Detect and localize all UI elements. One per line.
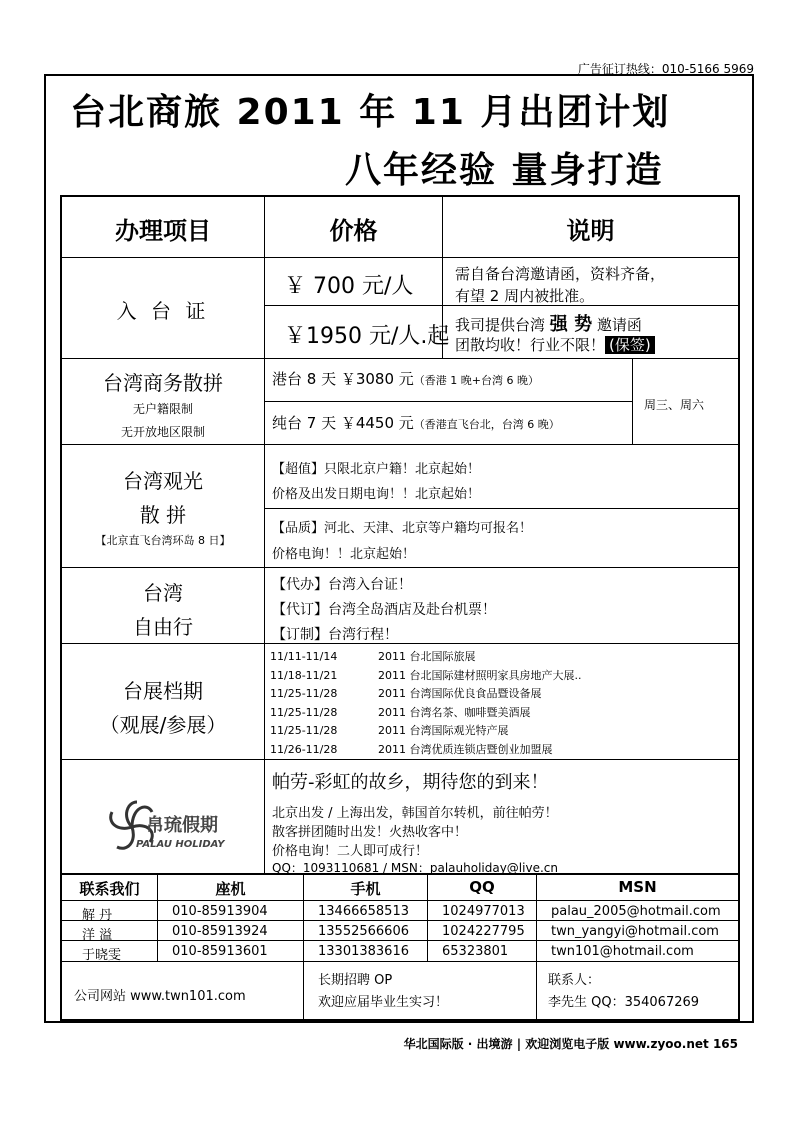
business-row-1 (272, 368, 539, 389)
expo-item (270, 741, 581, 760)
hiring-line-2: 欢迎应届毕业生实习！ (318, 995, 449, 1010)
permit-desc-1b: 有望 2 周内被批准。 (455, 287, 595, 305)
contact-header: 手机 (350, 880, 381, 898)
business-label: 台湾商务散拼 (103, 371, 223, 395)
contact-cell[interactable]: palau_2005@hotmail.com (551, 904, 721, 919)
expo-item-date: 11/25-11/28 (270, 724, 338, 737)
contact-cell: 010-85913904 (172, 904, 268, 919)
company-website: 公司网站 www.twn101.com (74, 989, 246, 1004)
sightseeing-label-2: 散 拼 (139, 503, 187, 527)
business-sub-2: 无开放地区限制 (120, 425, 205, 439)
expo-label-2: （观展/参展） (99, 713, 227, 737)
expo-item-name: 2011 台湾国际观光特产展 (378, 724, 509, 737)
contact-cell: 65323801 (442, 944, 509, 959)
free-line-3: 【订制】台湾行程！ (272, 627, 398, 643)
sightseeing-a2: 价格及出发日期电询！！北京起始！ (272, 487, 481, 502)
permit-desc-2 (455, 310, 642, 336)
contact-cell: 1024227795 (442, 924, 525, 939)
contact-header: MSN (618, 878, 657, 896)
free-label-1: 台湾 (143, 581, 183, 605)
business-row-2-price: 纯台 7 天 ￥4450 元 (272, 414, 414, 432)
business-row-1-price: 港台 8 天 ￥3080 元 (272, 370, 414, 388)
palau-logo (102, 797, 232, 859)
contact-cell: 洋 溢 (82, 928, 113, 943)
contact-cell: 010-85913924 (172, 924, 268, 939)
contact-table (60, 875, 740, 1021)
permit-desc-2-strong: 强 势 (549, 314, 593, 335)
contact-cell[interactable]: twn_yangyi@hotmail.com (551, 924, 719, 939)
page-footer: 华北国际版 · 出境游 | 欢迎浏览电子版 www.zyoo.net 165 (403, 1037, 738, 1051)
header-price: 价格 (329, 217, 378, 245)
expo-item-date: 11/18-11/21 (270, 668, 338, 682)
expo-item-date: 11/25-11/28 (270, 705, 338, 719)
contact-header: 座机 (215, 880, 246, 898)
sightseeing-b2: 价格电询！！北京起始！ (272, 547, 416, 562)
ad-hotline: 广告征订热线：010-5166 5969 (577, 62, 754, 76)
contact-header: 联系我们 (79, 880, 140, 898)
business-row-2 (272, 412, 560, 433)
palau-line-4: QQ：1093110681 / MSN：palauholiday@live.cn (272, 861, 558, 875)
permit-desc-2a: 我司提供台湾 (455, 316, 546, 334)
expo-item-name: 2011 台湾优质连锁店暨创业加盟展 (378, 742, 553, 756)
permit-desc-2c: 团散均收！行业不限！ (455, 336, 606, 354)
permit-price-1: ￥ 700 元/人 (284, 274, 414, 299)
expo-item-date: 11/25-11/28 (270, 687, 338, 700)
page-title: 台北商旅 2011 年 11 月出团计划 (70, 92, 671, 133)
permit-price-2: ￥1950 元/人.起 (284, 324, 450, 349)
business-row-2-note: （香港直飞台北，台湾 6 晚） (413, 418, 560, 431)
itinerary-table (60, 195, 740, 875)
expo-item-name: 2011 台湾国际优良食品暨设备展 (378, 687, 542, 700)
contact-cell: 于晓雯 (82, 948, 122, 963)
contact-person: 李先生 QQ：354067269 (548, 995, 700, 1010)
sightseeing-b1: 【品质】河北、天津、北京等户籍均可报名！ (272, 521, 533, 536)
business-sub-1: 无户籍限制 (132, 402, 193, 416)
expo-item (270, 648, 581, 667)
business-row-1-note: （香港 1 晚+台湾 6 晚） (413, 374, 539, 387)
palau-line-3: 价格电询！二人即可成行！ (272, 844, 429, 859)
contact-cell: 13552566606 (318, 924, 409, 939)
expo-item (270, 722, 581, 741)
contact-person-label: 联系人： (548, 973, 601, 988)
expo-item-name: 2011 台北国际旅展 (378, 650, 476, 663)
sightseeing-sub: 【北京直飞台湾环岛 8 日】 (95, 534, 231, 547)
permit-desc-2c-line (455, 334, 655, 355)
expo-schedule-list (270, 648, 581, 759)
permit-desc-1a: 需自备台湾邀请函，资料齐备， (455, 265, 666, 283)
contact-cell: 解 丹 (82, 908, 113, 923)
palau-headline: 帕劳-彩虹的故乡，期待您的到来！ (272, 772, 549, 793)
expo-item-date: 11/26-11/28 (270, 742, 338, 756)
expo-item-name: 2011 台北国际建材照明家具房地产大展.. (378, 668, 582, 682)
permit-desc-2b: 邀请函 (596, 316, 642, 334)
sightseeing-label-1: 台湾观光 (123, 469, 203, 493)
contact-header: QQ (469, 878, 495, 896)
free-line-2: 【代订】台湾全岛酒店及赴台机票！ (272, 602, 496, 618)
expo-label-1: 台展档期 (123, 679, 203, 703)
contact-cell: 13301383616 (318, 944, 409, 959)
free-line-1: 【代办】台湾入台证！ (272, 577, 412, 593)
expo-item (270, 685, 581, 704)
contact-cell: 1024977013 (442, 904, 525, 919)
palau-logo-en: PALAU HOLIDAY (136, 839, 225, 850)
business-days: 周三、周六 (644, 398, 705, 412)
hiring-line-1: 长期招聘 OP (318, 973, 393, 988)
header-desc: 说明 (566, 217, 615, 245)
palau-logo-cn: 帛琉假期 (146, 815, 218, 836)
header-item: 办理项目 (115, 217, 211, 245)
expo-item-name: 2011 台湾名茶、咖啡暨美酒展 (378, 705, 531, 719)
contact-cell: 010-85913601 (172, 944, 268, 959)
palau-line-1: 北京出发 / 上海出发，韩国首尔转机，前往帕劳！ (272, 806, 558, 821)
expo-item-date: 11/11-11/14 (270, 650, 338, 663)
expo-item (270, 704, 581, 723)
sightseeing-a1: 【超值】只限北京户籍！北京起始！ (272, 462, 481, 477)
page-subtitle: 八年经验 量身打造 (345, 150, 664, 191)
palau-line-2: 散客拼团随时出发！火热收客中！ (272, 825, 468, 840)
permit-label: 入 台 证 (116, 299, 210, 323)
expo-item (270, 667, 581, 686)
contact-cell: 13466658513 (318, 904, 409, 919)
free-label-2: 自由行 (133, 615, 193, 639)
guarantee-badge: (保签) (605, 336, 655, 354)
contact-cell[interactable]: twn101@hotmail.com (551, 944, 694, 959)
